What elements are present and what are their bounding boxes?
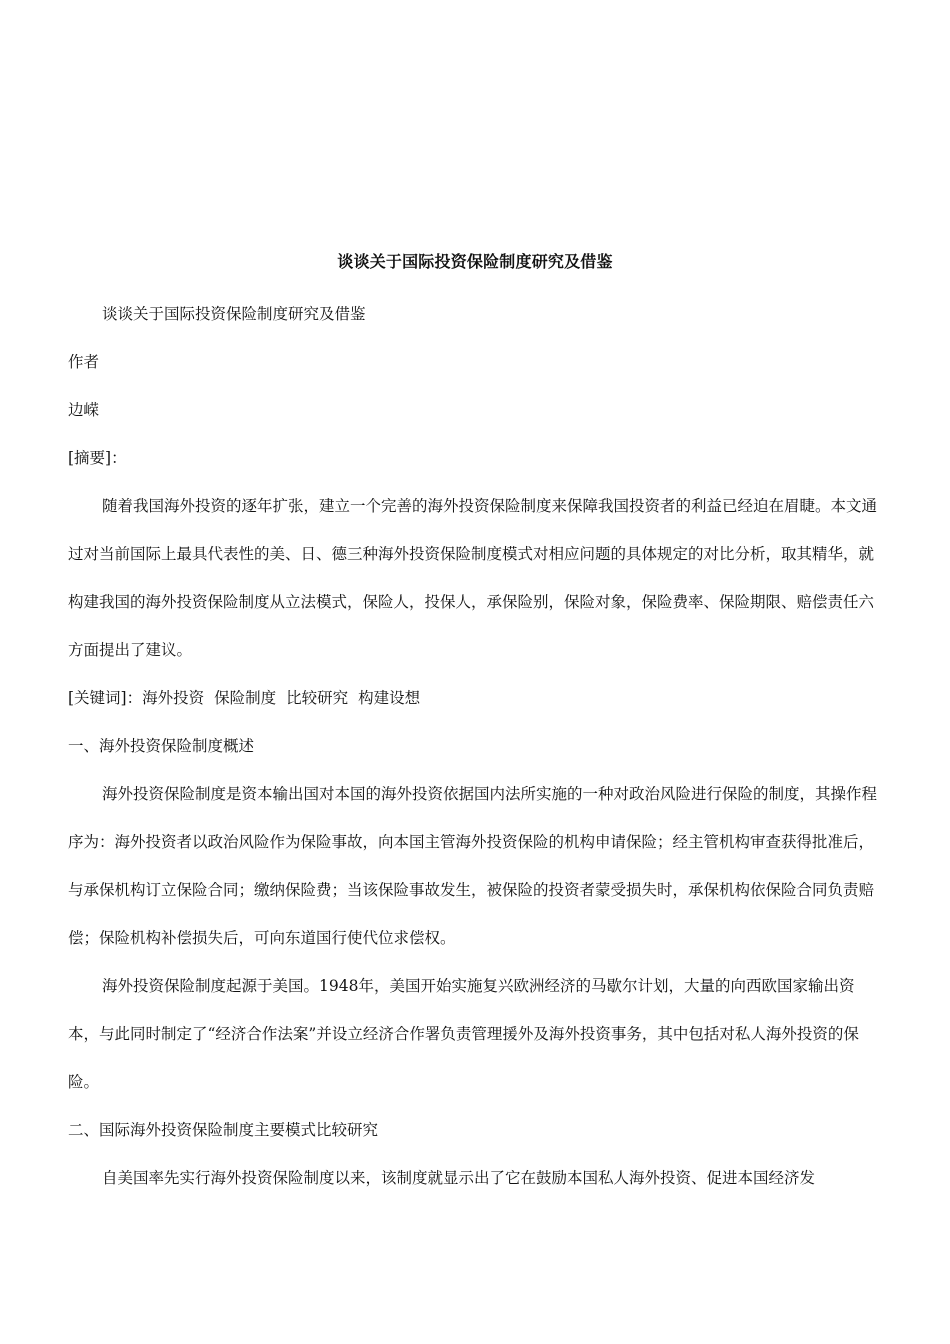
section-heading-1: 一、海外投资保险制度概述 [68, 737, 255, 755]
section-heading-2: 二、国际海外投资保险制度主要模式比较研究 [68, 1121, 379, 1139]
document-subtitle: 谈谈关于国际投资保险制度研究及借鉴 [102, 305, 366, 323]
section-2-paragraph-1: 自美国率先实行海外投资保险制度以来，该制度就显示出了它在鼓励本国私人海外投资、促进本国经济发 [102, 1169, 816, 1187]
keywords-label: [关键词]： [68, 689, 143, 707]
document-title: 谈谈关于国际投资保险制度研究及借鉴 [337, 252, 613, 271]
keyword-item: 保险制度 [214, 689, 277, 707]
keyword-item: 海外投资 [142, 689, 205, 707]
author-name: 边嵘 [68, 401, 100, 419]
section-1-paragraph-2: 海外投资保险制度起源于美国。1948年，美国开始实施复兴欧洲经济的马歇尔计划，大量的向西欧国家输出资本，与此同时制定了“经济合作法案”并设立经济合作署负责管理援外及海外投资事务，其中包括对私人海外投资的保险。 [68, 977, 859, 1091]
document-body [68, 302, 882, 1214]
abstract-text: 随着我国海外投资的逐年扩张，建立一个完善的海外投资保险制度来保障我国投资者的利益已经迫在眉睫。本文通过对当前国际上最具代表性的美、日、德三种海外投资保险制度模式对相应问题的具体规定的对比分析，取其精华，就构建我国的海外投资保险制度从立法模式，保险人，投保人，承保险别，保险对象，保险费率、保险期限、赔偿责任六方面提出了建议。 [68, 497, 878, 659]
author-label: 作者 [68, 353, 100, 371]
section-1-paragraph-1: 海外投资保险制度是资本输出国对本国的海外投资依据国内法所实施的一种对政治风险进行保险的制度，其操作程序为：海外投资者以政治风险作为保险事故，向本国主管海外投资保险的机构申请保险；经主管机构审查获得批准后，与承保机构订立保险合同；缴纳保险费；当该保险事故发生，被保险的投资者蒙受损失时，承保机构依保险合同负责赔偿；保险机构补偿损失后，可向东道国行使代位求偿权。 [68, 785, 878, 947]
keywords-line [68, 686, 882, 710]
abstract-label: [摘要]： [68, 449, 127, 467]
keyword-item: 构建设想 [358, 689, 421, 707]
keyword-item: 比较研究 [286, 689, 349, 707]
